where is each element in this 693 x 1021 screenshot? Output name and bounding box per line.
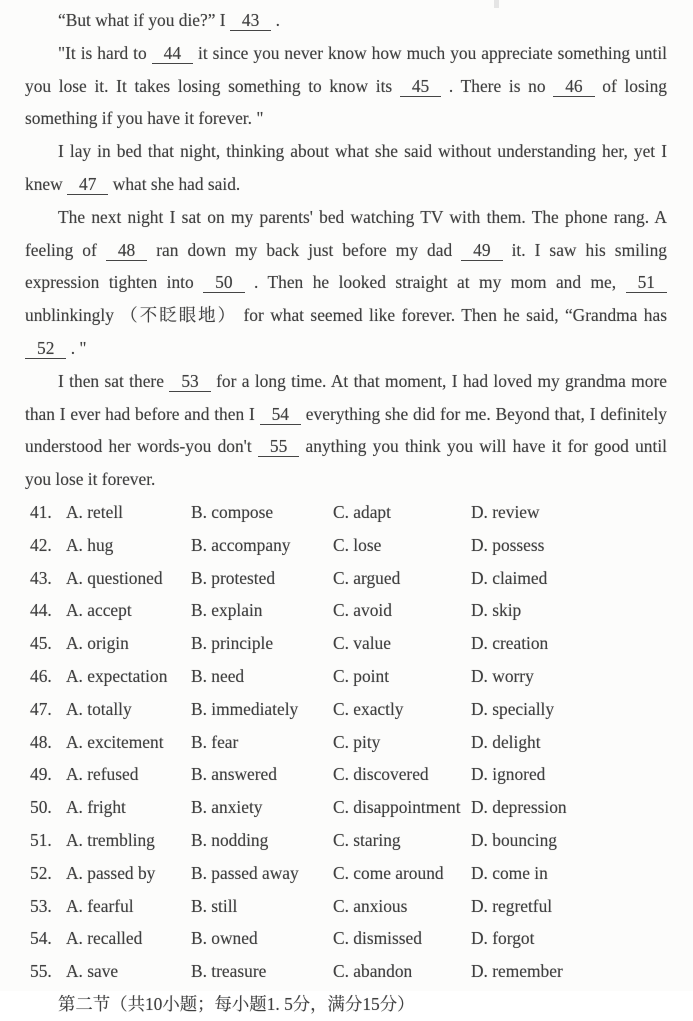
scan-artifact [494, 0, 499, 8]
option-c: C. point [333, 665, 390, 686]
option-b: B. owned [191, 928, 258, 949]
option-d: D. remember [471, 961, 563, 982]
option-a: A. origin [66, 633, 129, 654]
option-a: A. passed by [66, 862, 156, 883]
cloze-blank: 45 [400, 76, 441, 97]
options-row [25, 529, 667, 562]
option-d: D. delight [471, 731, 541, 752]
option-d: D. depression [471, 797, 567, 818]
option-d: D. come in [471, 862, 548, 883]
option-a: A. questioned [66, 567, 163, 588]
passage-paragraph: I lay in bed that night, thinking about what she said without understanding her, yet I knew 47 what she had said. [25, 141, 667, 194]
option-d: D. forgot [471, 928, 535, 949]
cloze-blank: 54 [260, 404, 301, 425]
option-a: A. expectation [66, 665, 168, 686]
question-number: 44. [30, 600, 52, 621]
question-number: 49. [30, 764, 52, 785]
question-number: 55. [30, 961, 52, 982]
options-row [25, 824, 667, 857]
option-b: B. fear [191, 731, 239, 752]
options-row [25, 922, 667, 955]
option-c: C. argued [333, 567, 401, 588]
option-b: B. anxiety [191, 797, 263, 818]
option-b: B. nodding [191, 829, 269, 850]
cloze-blank: 47 [67, 174, 108, 195]
options-row [25, 726, 667, 759]
option-d: D. review [471, 501, 540, 522]
cloze-blank: 55 [258, 436, 299, 457]
cloze-blank: 53 [169, 371, 210, 392]
option-a: A. save [66, 961, 119, 982]
options-row [25, 890, 667, 923]
option-b: B. passed away [191, 862, 299, 883]
cloze-blank: 50 [203, 272, 244, 293]
option-a: A. excitement [66, 731, 164, 752]
question-number: 41. [30, 501, 52, 522]
cloze-blank: 51 [626, 272, 667, 293]
options-row [25, 627, 667, 660]
option-a: A. trembling [66, 829, 155, 850]
option-a: A. fright [66, 797, 126, 818]
passage-paragraph: The next night I sat on my parents' bed watching TV with them. The phone rang. A feeling of 48 ran down my back just before my dad 49 it. I saw his smiling expression tighten into 50 . Then he looked straight at my mom and me, 51 unblinkingly （不眨眼地） for what seemed like forever. Then he said, “Grandma has 52 . " [25, 206, 667, 358]
option-c: C. come around [333, 862, 444, 883]
cloze-blank: 48 [106, 240, 147, 261]
question-number: 45. [30, 633, 52, 654]
options-row [25, 955, 667, 988]
option-b: B. answered [191, 764, 277, 785]
option-b: B. immediately [191, 698, 299, 719]
options-row [25, 496, 667, 529]
option-d: D. specially [471, 698, 555, 719]
cloze-blank: 43 [230, 10, 271, 31]
option-c: C. discovered [333, 764, 429, 785]
question-number: 53. [30, 895, 52, 916]
option-d: D. skip [471, 600, 522, 621]
option-b: B. need [191, 665, 245, 686]
option-d: D. possess [471, 534, 545, 555]
cloze-blank: 49 [461, 240, 502, 261]
option-b: B. compose [191, 501, 274, 522]
option-c: C. adapt [333, 501, 391, 522]
option-a: A. fearful [66, 895, 134, 916]
cloze-blank: 46 [553, 76, 594, 97]
option-c: C. disappointment [333, 797, 461, 818]
option-c: C. abandon [333, 961, 413, 982]
options-row [25, 562, 667, 595]
option-c: C. lose [333, 534, 382, 555]
option-c: C. avoid [333, 600, 392, 621]
question-number: 43. [30, 567, 52, 588]
option-c: C. exactly [333, 698, 404, 719]
passage [25, 4, 667, 496]
option-a: A. accept [66, 600, 132, 621]
passage-paragraph: "It is hard to 44 it since you never know how much you appreciate something until you lose it. It takes losing something to know its 45 . There is no 46 of losing something if you have it forever. " [25, 42, 667, 129]
option-d: D. bouncing [471, 829, 557, 850]
question-number: 52. [30, 862, 52, 883]
section-heading: 第二节（共10小题；每小题1. 5分，满分15分） [58, 993, 415, 1014]
option-c: C. anxious [333, 895, 408, 916]
option-d: D. ignored [471, 764, 546, 785]
option-a: A. refused [66, 764, 139, 785]
option-a: A. hug [66, 534, 114, 555]
question-number: 50. [30, 797, 52, 818]
cloze-blank: 52 [25, 338, 66, 359]
question-number: 54. [30, 928, 52, 949]
option-d: D. regretful [471, 895, 553, 916]
question-number: 46. [30, 665, 52, 686]
option-b: B. still [191, 895, 238, 916]
question-number: 51. [30, 829, 52, 850]
option-c: C. dismissed [333, 928, 422, 949]
options-row [25, 594, 667, 627]
passage-paragraph: “But what if you die?” I 43 . [58, 10, 281, 30]
option-d: D. worry [471, 665, 534, 686]
option-b: B. principle [191, 633, 274, 654]
option-b: B. accompany [191, 534, 291, 555]
option-c: C. value [333, 633, 391, 654]
option-d: D. claimed [471, 567, 548, 588]
option-b: B. explain [191, 600, 263, 621]
question-number: 48. [30, 731, 52, 752]
options-row [25, 791, 667, 824]
options-row [25, 758, 667, 791]
option-a: A. totally [66, 698, 132, 719]
options-row [25, 660, 667, 693]
options-table [25, 496, 667, 988]
question-number: 42. [30, 534, 52, 555]
option-c: C. pity [333, 731, 381, 752]
option-b: B. treasure [191, 961, 267, 982]
option-a: A. recalled [66, 928, 143, 949]
option-b: B. protested [191, 567, 276, 588]
question-number: 47. [30, 698, 52, 719]
option-d: D. creation [471, 633, 549, 654]
cloze-blank: 44 [152, 43, 193, 64]
passage-paragraph: I then sat there 53 for a long time. At that moment, I had loved my grandma more than I ever had before and then I 54 everything she did for me. Beyond that, I definitely understood her words-you don't 55 anything you think you will have it for good until you lose it forever. [25, 370, 667, 490]
option-c: C. staring [333, 829, 401, 850]
options-row [25, 693, 667, 726]
option-a: A. retell [66, 501, 123, 522]
options-row [25, 857, 667, 890]
